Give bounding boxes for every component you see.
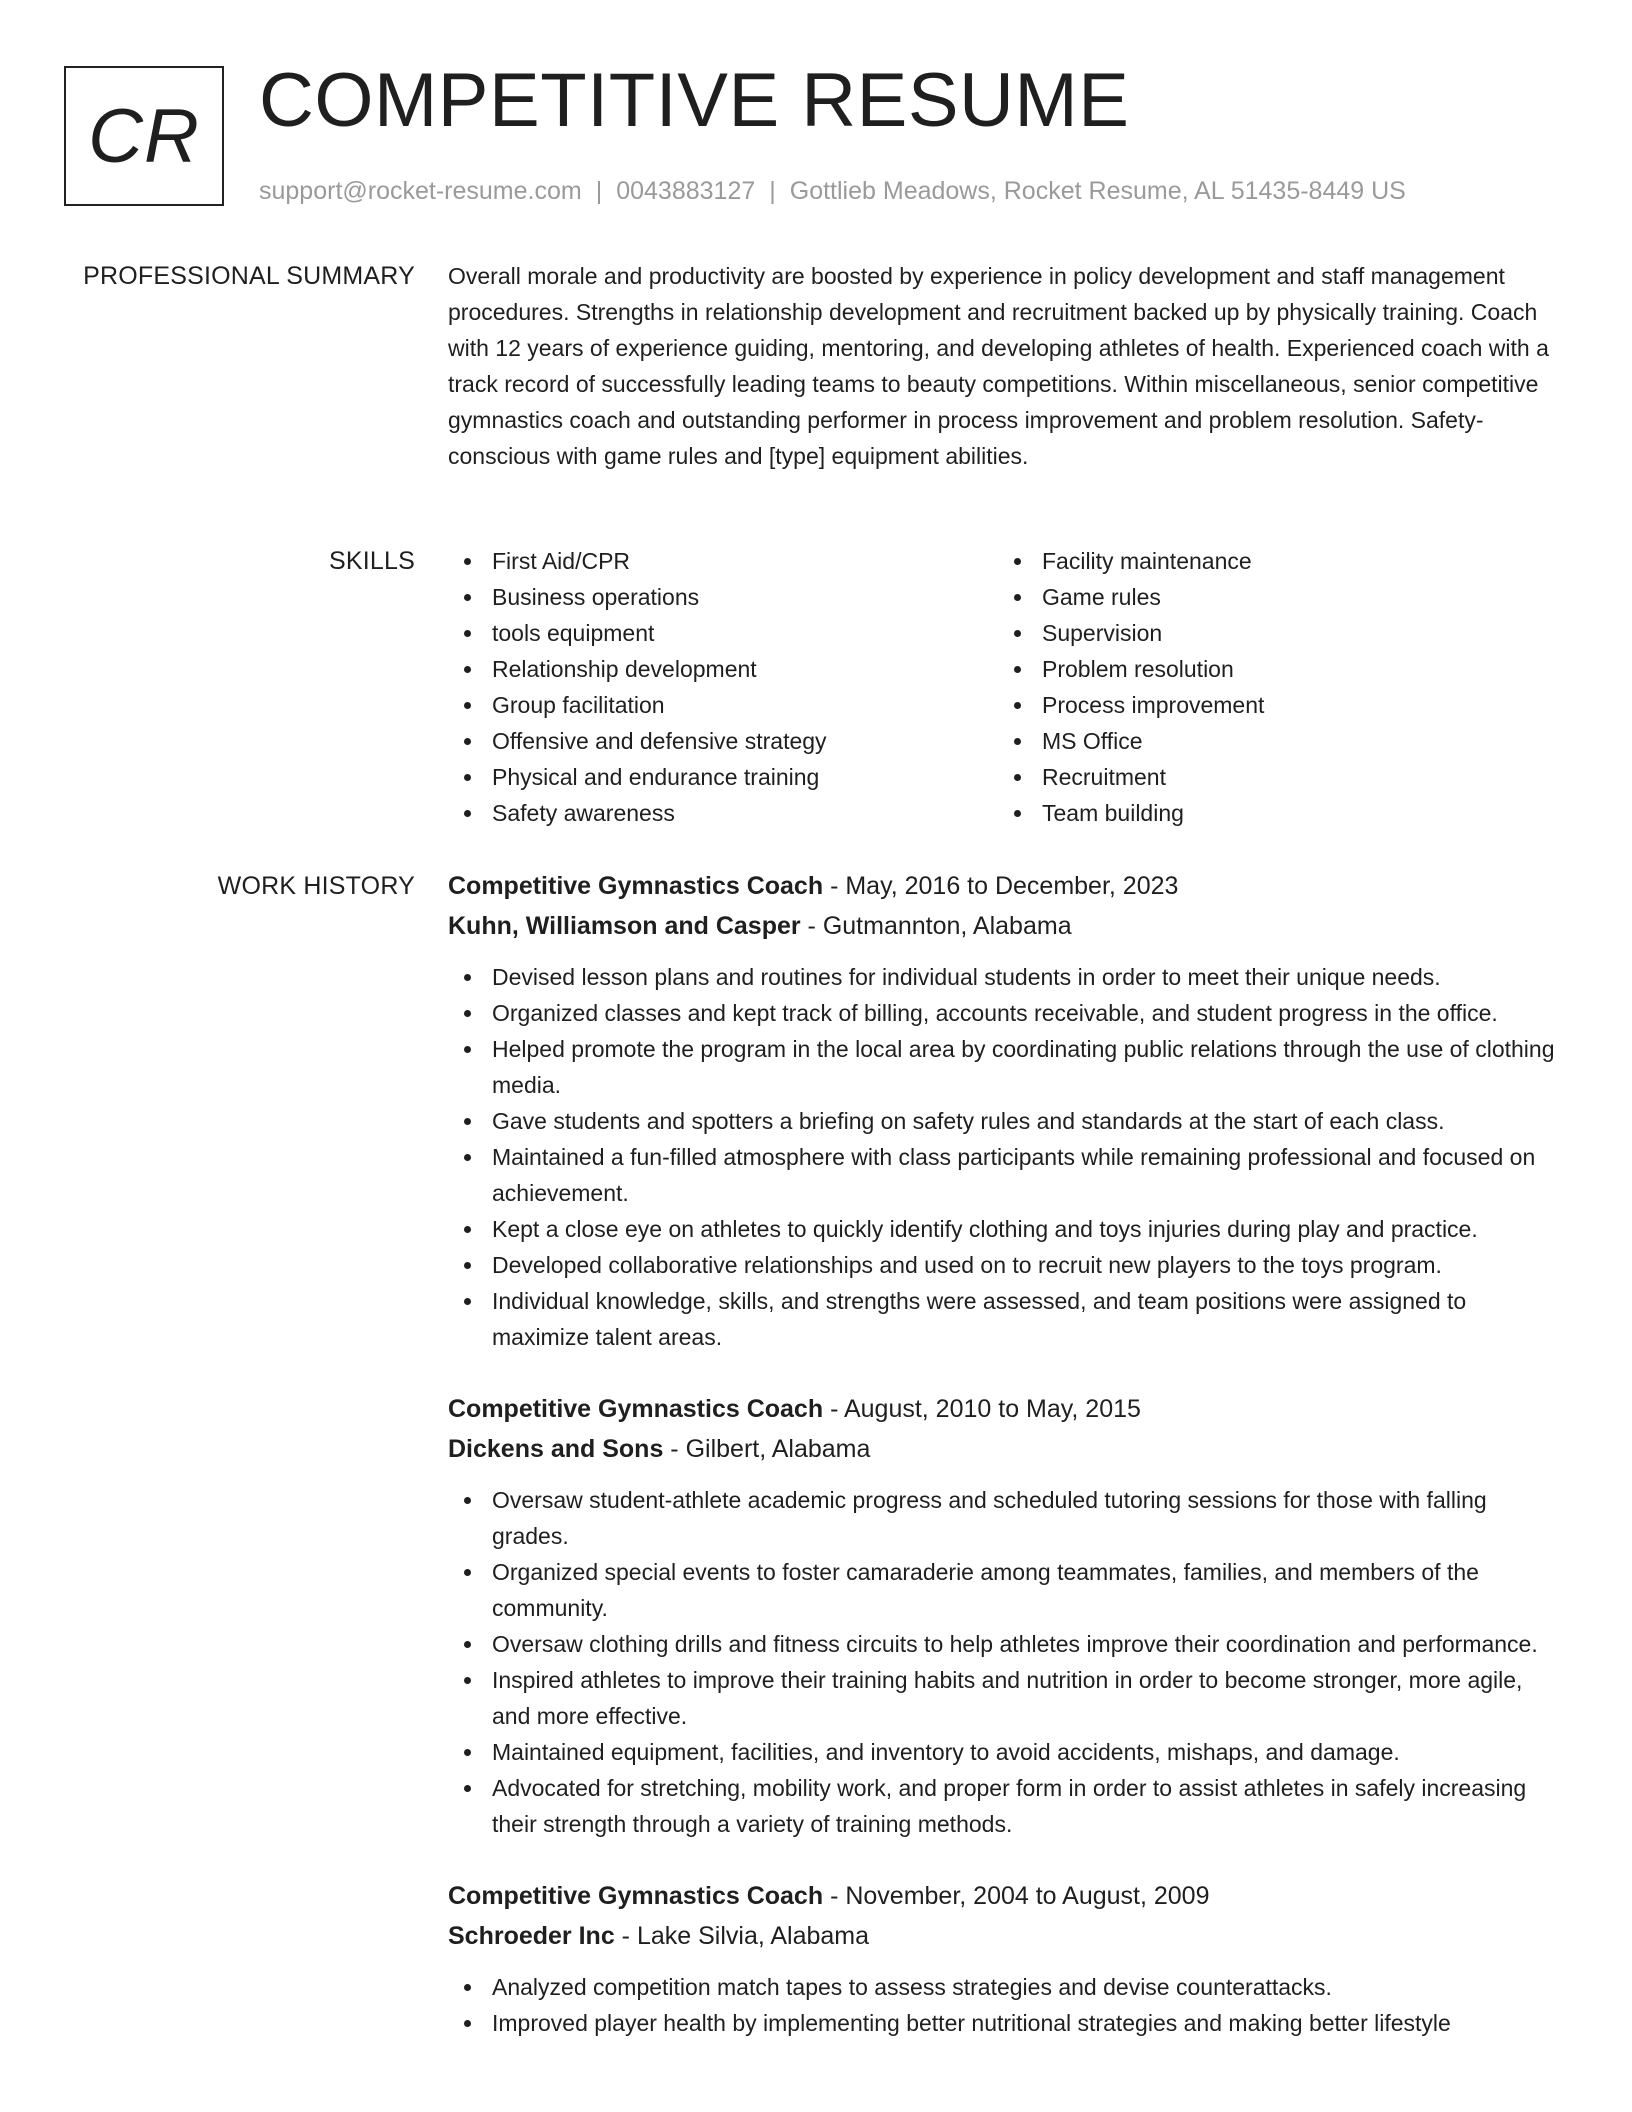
- skill-item: Offensive and defensive strategy: [448, 723, 998, 759]
- summary-text: Overall morale and productivity are boosted by experience in policy development and staff management procedures. Strengths in relationship development and recruitment backed up by physically training. Coach with 12 years of experience guiding, mentoring, and developing athletes of health. Experienced coach with a track record of successfully leading teams to beauty competitions. Within miscellaneous, senior competitive gymnastics coach and outstanding performer in process improvement and problem resolution. Safety-conscious with game rules and [type] equipment abilities.: [448, 263, 1549, 469]
- job-bullet-list: [448, 1482, 1560, 1842]
- summary-body: [448, 258, 1560, 474]
- contact-separator: |: [595, 177, 603, 205]
- contact-line: [259, 174, 1406, 208]
- job-company-line: [448, 1916, 1560, 1956]
- skills-column-right: [998, 543, 1548, 831]
- skill-item: Process improvement: [998, 687, 1548, 723]
- job-bullet: Inspired athletes to improve their training habits and nutrition in order to become stronger, more agile, and more effective.: [448, 1662, 1560, 1734]
- job-bullet: Advocated for stretching, mobility work, and proper form in order to assist athletes in safely increasing their strength through a variety of training methods.: [448, 1770, 1560, 1842]
- job-company-line: [448, 906, 1560, 946]
- skills-body: [448, 543, 1560, 831]
- skill-item: Recruitment: [998, 759, 1548, 795]
- job-dates: - August, 2010 to May, 2015: [823, 1395, 1141, 1423]
- section-label-work-history: WORK HISTORY: [217, 872, 415, 900]
- job-bullet: Gave students and spotters a briefing on safety rules and standards at the start of each class.: [448, 1103, 1560, 1139]
- job-dates: - May, 2016 to December, 2023: [823, 872, 1179, 900]
- skill-item: Facility maintenance: [998, 543, 1548, 579]
- job-bullet: Organized classes and kept track of billing, accounts receivable, and student progress in the office.: [448, 995, 1560, 1031]
- job-title: Competitive Gymnastics Coach: [448, 872, 824, 900]
- job-company: Schroeder Inc: [448, 1922, 615, 1950]
- skill-item: Game rules: [998, 579, 1548, 615]
- skill-item: Safety awareness: [448, 795, 998, 831]
- job-company: Kuhn, Williamson and Casper: [448, 912, 801, 940]
- job-dates: - November, 2004 to August, 2009: [823, 1882, 1210, 1910]
- skill-item: Supervision: [998, 615, 1548, 651]
- skill-item: Business operations: [448, 579, 998, 615]
- skill-item: tools equipment: [448, 615, 998, 651]
- resume-title: COMPETITIVE RESUME: [259, 58, 1130, 143]
- skill-item: Group facilitation: [448, 687, 998, 723]
- job-bullet-list: [448, 959, 1560, 1355]
- skills-column-left: [448, 543, 998, 831]
- skill-item: Relationship development: [448, 651, 998, 687]
- skill-item: Problem resolution: [998, 651, 1548, 687]
- section-label-summary: PROFESSIONAL SUMMARY: [83, 262, 415, 290]
- job-bullet: Devised lesson plans and routines for individual students in order to meet their unique needs.: [448, 959, 1560, 995]
- job-company-line: [448, 1429, 1560, 1469]
- skill-item: Physical and endurance training: [448, 759, 998, 795]
- job-bullet: Maintained a fun-filled atmosphere with class participants while remaining professional and focused on achievement.: [448, 1139, 1560, 1211]
- skill-item: First Aid/CPR: [448, 543, 998, 579]
- job-bullet: Maintained equipment, facilities, and inventory to avoid accidents, mishaps, and damage.: [448, 1734, 1560, 1770]
- job-entry: [448, 866, 1560, 1355]
- work-history-body: [448, 866, 1560, 2041]
- job-bullet: Oversaw student-athlete academic progress and scheduled tutoring sessions for those with falling grades.: [448, 1482, 1560, 1554]
- skills-grid: [448, 543, 1560, 831]
- job-company: Dickens and Sons: [448, 1435, 664, 1463]
- job-bullet: Improved player health by implementing better nutritional strategies and making better lifestyle: [448, 2005, 1560, 2041]
- job-location: - Gilbert, Alabama: [663, 1435, 871, 1463]
- contact-phone[interactable]: 0043883127: [616, 177, 756, 205]
- job-bullet: Organized special events to foster camaraderie among teammates, families, and members of the community.: [448, 1554, 1560, 1626]
- job-entry: [448, 1876, 1560, 2041]
- section-label-skills: SKILLS: [329, 547, 415, 575]
- job-bullet: Developed collaborative relationships and used on to recruit new players to the toys program.: [448, 1247, 1560, 1283]
- job-location: - Gutmannton, Alabama: [800, 912, 1072, 940]
- job-bullet: Kept a close eye on athletes to quickly identify clothing and toys injuries during play and practice.: [448, 1211, 1560, 1247]
- job-title-line: [448, 1876, 1560, 1916]
- job-bullet: Analyzed competition match tapes to assess strategies and devise counterattacks.: [448, 1969, 1560, 2005]
- contact-separator: |: [769, 177, 776, 205]
- monogram-logo: CR: [64, 66, 224, 206]
- job-bullet-list: [448, 1969, 1560, 2041]
- job-title: Competitive Gymnastics Coach: [448, 1882, 824, 1910]
- job-title-line: [448, 1389, 1560, 1429]
- job-bullet: Helped promote the program in the local area by coordinating public relations through the use of clothing media.: [448, 1031, 1560, 1103]
- job-title-line: [448, 866, 1560, 906]
- contact-address: Gottlieb Meadows, Rocket Resume, AL 51435-8449 US: [789, 177, 1406, 205]
- job-title: Competitive Gymnastics Coach: [448, 1395, 824, 1423]
- job-bullet: Oversaw clothing drills and fitness circuits to help athletes improve their coordination and performance.: [448, 1626, 1560, 1662]
- job-bullet: Individual knowledge, skills, and strengths were assessed, and team positions were assigned to maximize talent areas.: [448, 1283, 1560, 1355]
- contact-email[interactable]: support@rocket-resume.com: [259, 177, 582, 205]
- job-location: - Lake Silvia, Alabama: [614, 1922, 870, 1950]
- job-entry: [448, 1389, 1560, 1842]
- skill-item: MS Office: [998, 723, 1548, 759]
- skill-item: Team building: [998, 795, 1548, 831]
